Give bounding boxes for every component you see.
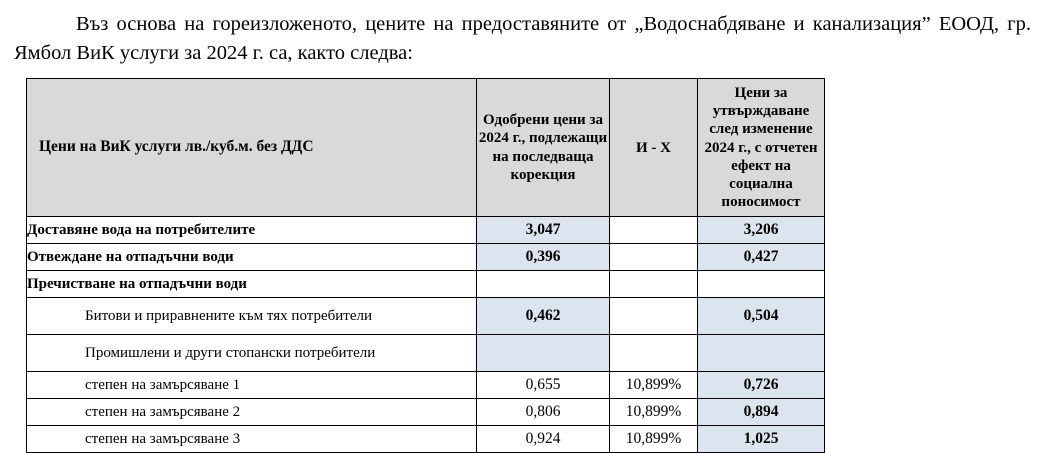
table-body bbox=[27, 217, 825, 453]
row-ix-value bbox=[610, 335, 698, 372]
row-approved-value: 0,462 bbox=[477, 298, 610, 335]
intro-paragraph bbox=[14, 10, 1031, 68]
row-ix-value bbox=[610, 244, 698, 271]
table-row bbox=[27, 217, 825, 244]
row-ix-value: 10,899% bbox=[610, 399, 698, 426]
row-final-value: 0,726 bbox=[698, 372, 825, 399]
row-label: Битови и приравнените към тях потребители bbox=[27, 298, 477, 335]
row-approved-value: 0,396 bbox=[477, 244, 610, 271]
row-label: степен на замърсяване 2 bbox=[27, 399, 477, 426]
column-header-approved: Одобрени цени за 2024 г., подлежащи на последваща корекция bbox=[477, 79, 610, 217]
row-final-value bbox=[698, 335, 825, 372]
row-label: Промишлени и други стопански потребители bbox=[27, 335, 477, 372]
table-row bbox=[27, 298, 825, 335]
row-ix-value bbox=[610, 217, 698, 244]
price-table bbox=[26, 78, 825, 453]
row-final-value bbox=[698, 271, 825, 298]
table-row bbox=[27, 271, 825, 298]
table-row bbox=[27, 335, 825, 372]
row-ix-value bbox=[610, 271, 698, 298]
row-approved-value: 0,806 bbox=[477, 399, 610, 426]
table-head bbox=[27, 79, 825, 217]
row-approved-value: 3,047 bbox=[477, 217, 610, 244]
row-label: Доставяне вода на потребителите bbox=[27, 217, 477, 244]
table-header-row bbox=[27, 79, 825, 217]
row-approved-value bbox=[477, 335, 610, 372]
row-final-value: 0,427 bbox=[698, 244, 825, 271]
row-label: степен на замърсяване 3 bbox=[27, 426, 477, 453]
table-row bbox=[27, 244, 825, 271]
row-approved-value: 0,924 bbox=[477, 426, 610, 453]
row-final-value: 3,206 bbox=[698, 217, 825, 244]
row-approved-value: 0,655 bbox=[477, 372, 610, 399]
table-row bbox=[27, 399, 825, 426]
row-approved-value bbox=[477, 271, 610, 298]
row-ix-value: 10,899% bbox=[610, 426, 698, 453]
row-ix-value: 10,899% bbox=[610, 372, 698, 399]
paragraph-text: Въз основа на гореизложеното, цените на предоставяните от „Водоснабдяване и канализация” ЕООД, гр. Ямбол ВиК услуги за 2024 г. са, както следва: bbox=[14, 13, 1031, 65]
table-row bbox=[27, 372, 825, 399]
row-final-value: 0,504 bbox=[698, 298, 825, 335]
row-label: Пречистване на отпадъчни води bbox=[27, 271, 477, 298]
row-label: Отвеждане на отпадъчни води bbox=[27, 244, 477, 271]
column-header-ix: И - Х bbox=[610, 79, 698, 217]
table-row bbox=[27, 426, 825, 453]
column-header-final: Цени за утвърждаване след изменение 2024 г., с отчетен ефект на социална поносимост bbox=[698, 79, 825, 217]
row-ix-value bbox=[610, 298, 698, 335]
row-final-value: 0,894 bbox=[698, 399, 825, 426]
column-header-service: Цени на ВиК услуги лв./куб.м. без ДДС bbox=[27, 79, 477, 217]
row-label: степен на замърсяване 1 bbox=[27, 372, 477, 399]
row-final-value: 1,025 bbox=[698, 426, 825, 453]
